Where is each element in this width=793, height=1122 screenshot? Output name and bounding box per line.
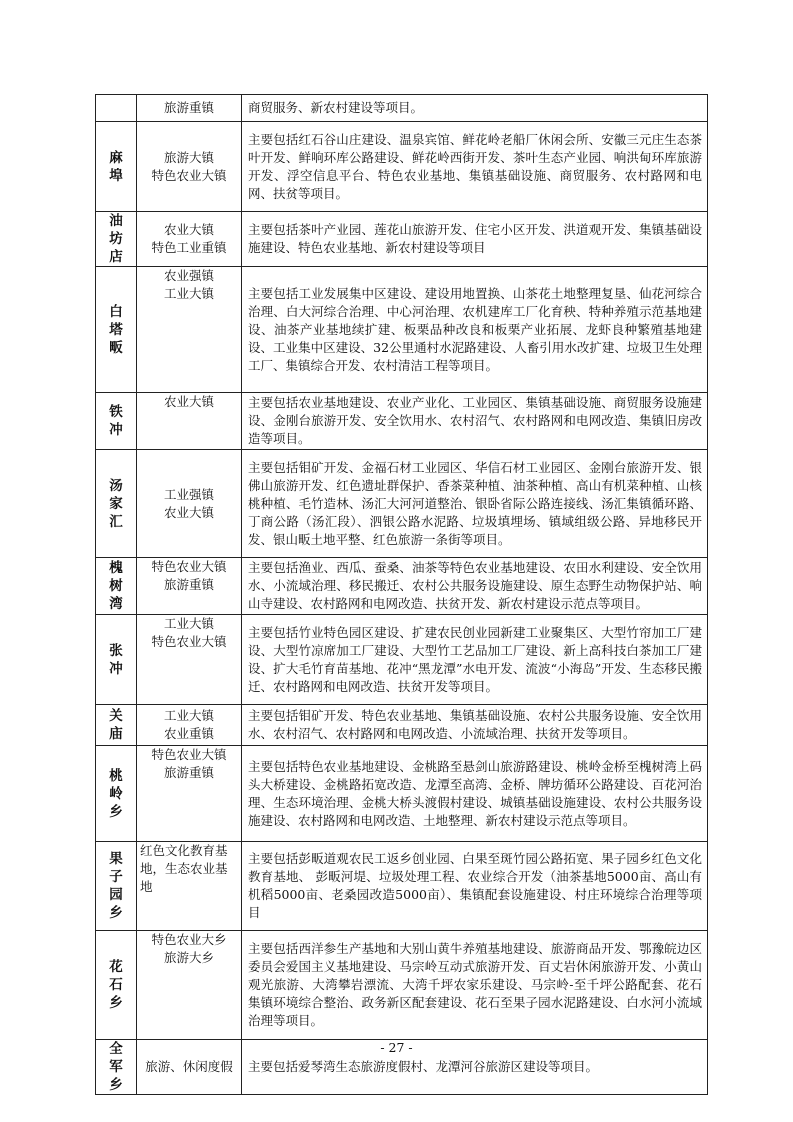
positioning-cell	[137, 705, 242, 746]
project-description: 主要包括彭畈道观农民工返乡创业园、白果至斑竹园公路拓宽、果子园乡红色文化教育基地、 彭畈河堤、垃圾处理工程、农业综合开发（油茶基地5000亩、高山有机稻5000亩、老桑园改造5000亩）、集镇配套设施建设、村庄环境综合治理等项目	[242, 842, 708, 931]
project-description: 主要包括西洋参生产基地和大别山黄牛养殖基地建设、旅游商品开发、鄂豫皖边区委员会爱国主义基地建设、马宗岭互动式旅游开发、百丈岩休闲旅游开发、小黄山观光旅游、大湾攀岩漂流、大湾千坪农家乐建设、马宗岭-至千坪公路配套、花石集镇环境综合整治、政务新区配套建设、花石至果子园水泥路建设、白水河小流域治理等项目。	[242, 931, 708, 1040]
positioning-cell	[137, 842, 242, 931]
positioning-cell	[137, 615, 242, 705]
positioning-cell	[137, 558, 242, 615]
table-row	[96, 95, 708, 122]
table-row	[96, 615, 708, 705]
town-name-cell	[96, 212, 137, 267]
town-name-cell	[96, 122, 137, 212]
table-row	[96, 705, 708, 746]
town-name: 关庙	[109, 708, 123, 742]
page-number: - 27 -	[380, 1040, 413, 1055]
project-description: 主要包括工业发展集中区建设、建设用地置换、山茶花土地整理复垦、仙花河综合治理、白大河综合治理、中心河治理、农机建库工厂化育秧、特种养殖示范基地建设、油茶产业基地续扩建、板栗品种改良和板栗产业拓展、龙虾良种繁殖基地建设、工业集中区建设、32公里通村水泥路建设、人畜引用水改扩建、垃圾卫生处理工厂、集镇综合开发、农村清洁工程等项目。	[242, 267, 708, 393]
town-name: 白塔畈	[109, 303, 123, 356]
positioning-label: 旅游、休闲度假	[145, 1059, 233, 1074]
town-name-cell	[96, 615, 137, 705]
table-row	[96, 450, 708, 558]
town-name: 果子园乡	[109, 851, 123, 921]
positioning-label: 农业大镇	[163, 504, 214, 520]
positioning-label: 农业强镇	[163, 268, 214, 283]
positioning-cell	[137, 931, 242, 1040]
positioning-label: 旅游大镇	[163, 149, 214, 165]
table-row	[96, 267, 708, 393]
project-description: 主要包括农业基地建设、农业产业化、工业园区、集镇基础设施、商贸服务设施建设、金刚台旅游开发、安全饮用水、农村沼气、农村路网和电网改造、集镇旧房改造等项目。	[242, 393, 708, 450]
table-row	[96, 842, 708, 931]
town-name-cell	[96, 558, 137, 615]
town-name: 张冲	[109, 642, 123, 677]
town-name-cell	[96, 746, 137, 842]
town-name-cell	[96, 705, 137, 746]
positioning-label: 工业大镇	[163, 616, 214, 631]
town-name: 槐树湾	[109, 560, 123, 612]
table-row	[96, 122, 708, 212]
positioning-label: 工业强镇	[163, 486, 214, 502]
positioning-label: 工业大镇	[163, 708, 214, 723]
town-name: 麻埠	[109, 149, 123, 184]
table-row	[96, 212, 708, 267]
town-name-cell	[96, 450, 137, 558]
town-name: 全军乡	[109, 1041, 123, 1093]
project-description: 主要包括竹业特色园区建设、扩建农民创业园新建工业聚集区、大型竹帘加工厂建设、大型竹凉席加工厂建设、大型竹工艺品加工厂建设、新上高科技白茶加工厂建设、扩大毛竹育苗基地、花冲“黑龙潭”水电开发、流波“小海岛”开发、生态移民搬迁、农村路网和电网改造、扶贫开发等项目。	[242, 615, 708, 705]
positioning-cell	[137, 267, 242, 393]
positioning-label: 特色工业重镇	[151, 240, 227, 255]
project-description: 主要包括茶叶产业园、莲花山旅游开发、住宅小区开发、洪道观开发、集镇基础设施建设、特色农业基地、新农村建设等项目	[242, 212, 708, 267]
positioning-label: 农业大镇	[163, 222, 214, 237]
town-name: 油坊店	[109, 213, 123, 265]
table-row	[96, 558, 708, 615]
table-body	[96, 95, 708, 1095]
project-description: 主要包括红石谷山庄建设、温泉宾馆、鲜花岭老船厂休闲会所、安徽三元庄生态茶叶开发、鲜响环库公路建设、鲜花岭西街开发、茶叶生态产业园、响洪甸环库旅游开发、浮空信息平台、特色农业基地、集镇基础设施、商贸服务、农村路网和电网、扶贫等项目。	[242, 122, 708, 212]
positioning-label: 旅游重镇	[163, 765, 214, 780]
town-name: 汤家汇	[109, 477, 123, 530]
project-description: 主要包括钼矿开发、特色农业基地、集镇基础设施、农村公共服务设施、安全饮用水、农村沼气、农村路网和电网改造、小流域治理、扶贫开发等项目。	[242, 705, 708, 746]
positioning-cell	[137, 95, 242, 122]
town-name: 花石乡	[109, 959, 123, 1011]
positioning-cell	[137, 122, 242, 212]
town-name-cell	[96, 267, 137, 393]
positioning-label: 特色农业大镇	[151, 559, 227, 574]
positioning-label: 旅游大乡	[163, 950, 214, 965]
positioning-label: 农业大镇	[163, 394, 214, 409]
town-name-cell	[96, 931, 137, 1040]
project-description: 主要包括爱琴湾生态旅游度假村、龙潭河谷旅游区建设等项目。	[242, 1040, 708, 1095]
positioning-label: 特色农业大镇	[151, 747, 227, 762]
positioning-label: 特色农业大镇	[151, 167, 227, 183]
town-name-cell	[96, 842, 137, 931]
positioning-label: 农业重镇	[163, 726, 214, 741]
positioning-label: 特色农业大镇	[151, 634, 227, 649]
project-description: 主要包括渔业、西瓜、蚕桑、油茶等特色农业基地建设、农田水利建设、安全饮用水、小流域治理、移民搬迁、农村公共服务设施建设、原生态野生动物保护站、响山寺建设、农村路网和电网改造、扶贫开发、新农村建设示范点等项目。	[242, 558, 708, 615]
positioning-label: 旅游重镇	[163, 100, 214, 115]
positioning-cell	[137, 450, 242, 558]
positioning-cell	[137, 212, 242, 267]
project-description: 商贸服务、新农村建设等项目。	[242, 95, 708, 122]
town-name: 桃岭乡	[109, 767, 123, 820]
project-description: 主要包括钼矿开发、金福石材工业园区、华信石材工业园区、金刚台旅游开发、银佛山旅游开发、红色遗址群保护、香茶菜种植、油茶种植、高山有机菜种植、山核桃种植、毛竹造林、汤汇大河河道整治、银卧省际公路连接线、汤汇集镇循环路、丁商公路（汤汇段）、泗银公路水泥路、垃圾填埋场、镇域组级公路、异地移民开发、银山畈土地平整、红色旅游一条街等项目。	[242, 450, 708, 558]
project-description: 主要包括特色农业基地建设、金桃路至悬剑山旅游路建设、桃岭金桥至槐树湾上码头大桥建设、金桃路拓宽改造、龙潭至高湾、金桥、牌坊循环公路建设、百花河治理、生态环境治理、金桃大桥头渡假村建设、城镇基础设施建设、农村公共服务设施建设、农村路网和电网改造、土地整理、新农村建设示范点等项目。	[242, 746, 708, 842]
town-name: 铁冲	[109, 404, 123, 438]
table-row	[96, 746, 708, 842]
town-name-cell	[96, 393, 137, 450]
positioning-cell	[137, 746, 242, 842]
development-projects-table	[95, 94, 708, 1095]
positioning-label: 旅游重镇	[163, 577, 214, 592]
table-row	[96, 931, 708, 1040]
positioning-label: 工业大镇	[163, 286, 214, 301]
positioning-label: 红色文化教育基地，生态农业基地	[140, 843, 228, 894]
town-name-cell	[96, 95, 137, 122]
positioning-label: 特色农业大乡	[151, 932, 227, 947]
table-row	[96, 393, 708, 450]
positioning-cell	[137, 393, 242, 450]
